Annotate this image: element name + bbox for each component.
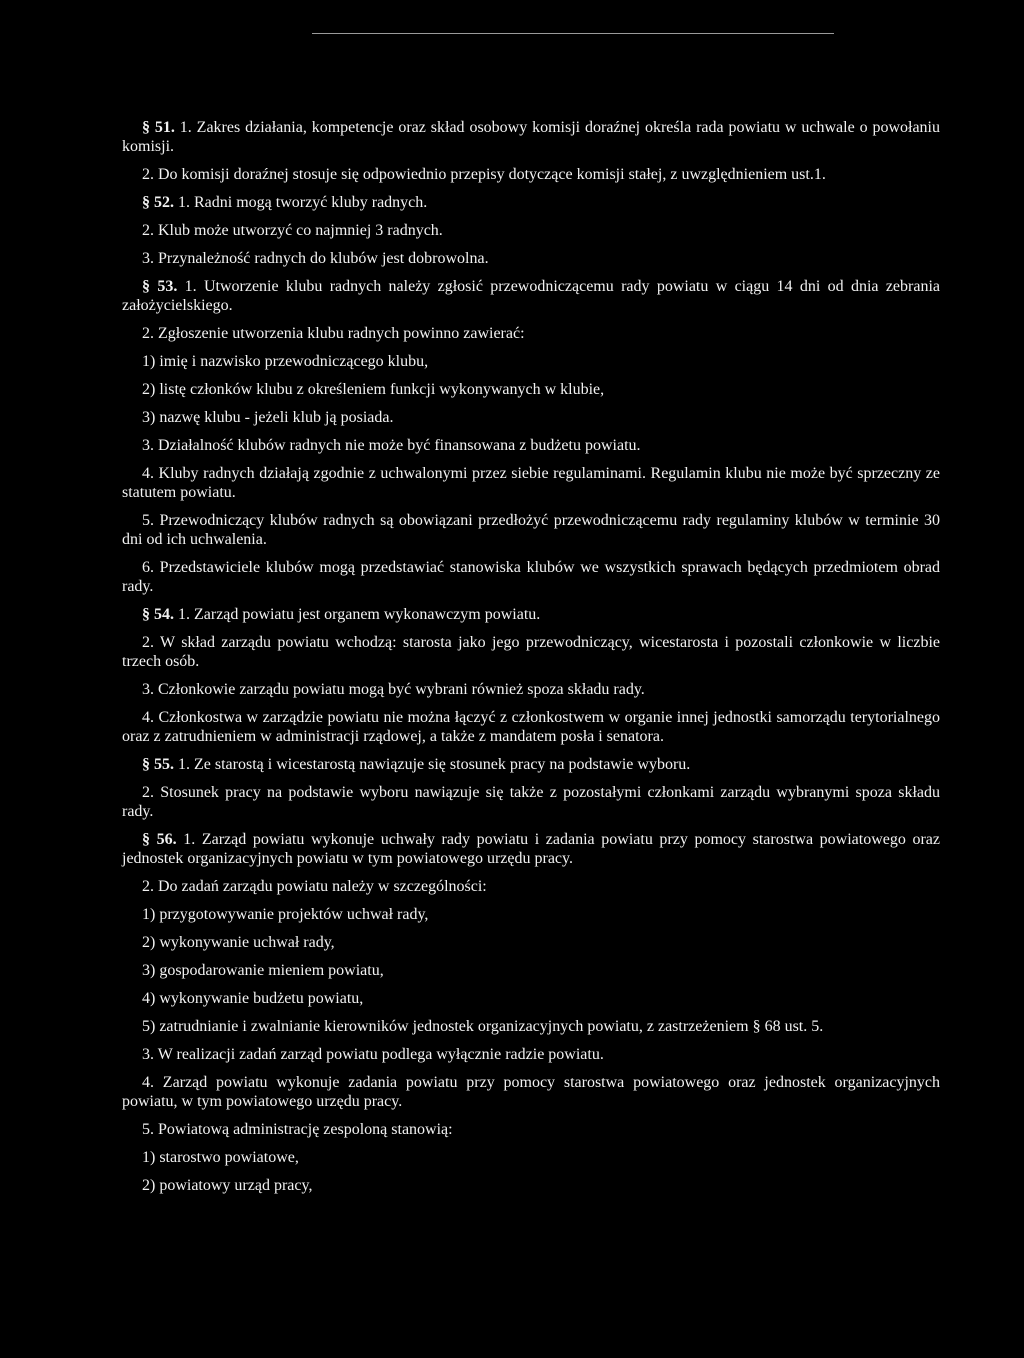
paragraph-56-3 [122,1045,940,1064]
paragraph-text: 1. Zarząd powiatu wykonuje uchwały rady powiatu i zadania powiatu przy pomocy starostwa powiatowego oraz jednostek organizacyjnych powiatu w tym powiatowego urzędu pracy. [122,831,941,867]
paragraph-text: 5) zatrudnianie i zwalnianie kierowników jednostek organizacyjnych powiatu, z zastrzeżeniem § 68 ust. 5. [142,1018,824,1035]
paragraph-text: 1. Radni mogą tworzyć kluby radnych. [174,194,428,211]
paragraph-text: 3. Przynależność radnych do klubów jest dobrowolna. [142,250,489,267]
paragraph-text: 4) wykonywanie budżetu powiatu, [142,990,364,1007]
document-body [122,118,940,1204]
list-item [122,1176,940,1195]
paragraph-53-3 [122,436,940,455]
list-item [122,408,940,427]
section-mark: § 55. [142,756,174,773]
paragraph-text: 5. Powiatową administrację zespoloną stanowią: [142,1121,453,1138]
section-mark: § 54. [142,606,174,623]
list-item [122,933,940,952]
paragraph-54-1 [122,605,940,624]
section-mark: § 51. [142,119,175,136]
paragraph-text: 5. Przewodniczący klubów radnych są obowiązani przedłożyć przewodniczącemu rady regulaminy klubów w terminie 30 dni od ich uchwalenia. [122,512,940,548]
paragraph-53-1 [122,277,940,315]
list-item [122,1148,940,1167]
paragraph-54-3 [122,680,940,699]
section-mark: § 56. [142,831,177,848]
paragraph-text: 3. Działalność klubów radnych nie może być finansowana z budżetu powiatu. [142,437,641,454]
list-item [122,352,940,371]
paragraph-54-2 [122,633,940,671]
header-rule [312,33,834,34]
paragraph-text: 3. Członkowie zarządu powiatu mogą być wybrani również spoza składu rady. [142,681,645,698]
paragraph-53-2 [122,324,940,343]
paragraph-text: 2. Stosunek pracy na podstawie wyboru nawiązuje się także z pozostałymi członkami zarządu wybranymi spoza składu rady. [122,784,940,820]
list-item [122,380,940,399]
paragraph-56-4 [122,1073,940,1111]
paragraph-text: 4. Zarząd powiatu wykonuje zadania powiatu przy pomocy starostwa powiatowego oraz jednostek organizacyjnych powiatu, w tym powiatowego urzędu pracy. [122,1074,940,1110]
paragraph-52-3 [122,249,940,268]
paragraph-text: 2. Klub może utworzyć co najmniej 3 radnych. [142,222,443,239]
paragraph-text: 1. Zakres działania, kompetencje oraz skład osobowy komisji doraźnej określa rada powiatu w uchwale o powołaniu komisji. [122,119,941,155]
paragraph-text: 6. Przedstawiciele klubów mogą przedstawiać stanowiska klubów we wszystkich sprawach będących przedmiotem obrad rady. [122,559,940,595]
section-mark: § 53. [142,278,178,295]
paragraph-53-6 [122,558,940,596]
paragraph-56-5 [122,1120,940,1139]
paragraph-56-1 [122,830,940,868]
paragraph-text: 4. Kluby radnych działają zgodnie z uchwalonymi przez siebie regulaminami. Regulamin klubu nie może być sprzeczny ze statutem powiatu. [122,465,940,501]
paragraph-52-1 [122,193,940,212]
paragraph-text: 2. W skład zarządu powiatu wchodzą: starosta jako jego przewodniczący, wicestarosta i pozostali członkowie w liczbie trzech osób. [122,634,940,670]
paragraph-53-5 [122,511,940,549]
paragraph-text: 4. Członkostwa w zarządzie powiatu nie można łączyć z członkostwem w organie innej jednostki samorządu terytorialnego oraz z zatrudnieniem w administracji rządowej, a także z mandatem posła i senatora. [122,709,940,745]
paragraph-55-2 [122,783,940,821]
paragraph-text: 1) starostwo powiatowe, [142,1149,299,1166]
paragraph-text: 3) gospodarowanie mieniem powiatu, [142,962,384,979]
paragraph-text: 3. W realizacji zadań zarząd powiatu podlega wyłącznie radzie powiatu. [142,1046,604,1063]
paragraph-text: 2) powiatowy urząd pracy, [142,1177,313,1194]
paragraph-text: 1) przygotowywanie projektów uchwał rady, [142,906,429,923]
paragraph-text: 1. Ze starostą i wicestarostą nawiązuje się stosunek pracy na podstawie wyboru. [174,756,691,773]
paragraph-52-2 [122,221,940,240]
list-item [122,989,940,1008]
paragraph-text: 2) listę członków klubu z określeniem funkcji wykonywanych w klubie, [142,381,605,398]
paragraph-51-2 [122,165,940,184]
paragraph-text: 2. Zgłoszenie utworzenia klubu radnych powinno zawierać: [142,325,525,342]
paragraph-text: 3) nazwę klubu - jeżeli klub ją posiada. [142,409,394,426]
paragraph-56-2 [122,877,940,896]
paragraph-text: 1) imię i nazwisko przewodniczącego klubu, [142,353,429,370]
paragraph-text: 1. Zarząd powiatu jest organem wykonawczym powiatu. [174,606,541,623]
paragraph-text: 1. Utworzenie klubu radnych należy zgłosić przewodniczącemu rady powiatu w ciągu 14 dni od dnia zebrania założycielskiego. [122,278,941,314]
list-item [122,905,940,924]
paragraph-51-1 [122,118,940,156]
paragraph-text: 2) wykonywanie uchwał rady, [142,934,335,951]
section-mark: § 52. [142,194,174,211]
paragraph-text: 2. Do zadań zarządu powiatu należy w szczególności: [142,878,487,895]
paragraph-54-4 [122,708,940,746]
list-item [122,961,940,980]
list-item [122,1017,940,1036]
paragraph-55-1 [122,755,940,774]
paragraph-text: 2. Do komisji doraźnej stosuje się odpowiednio przepisy dotyczące komisji stałej, z uwzględnieniem ust.1. [142,166,826,183]
paragraph-53-4 [122,464,940,502]
